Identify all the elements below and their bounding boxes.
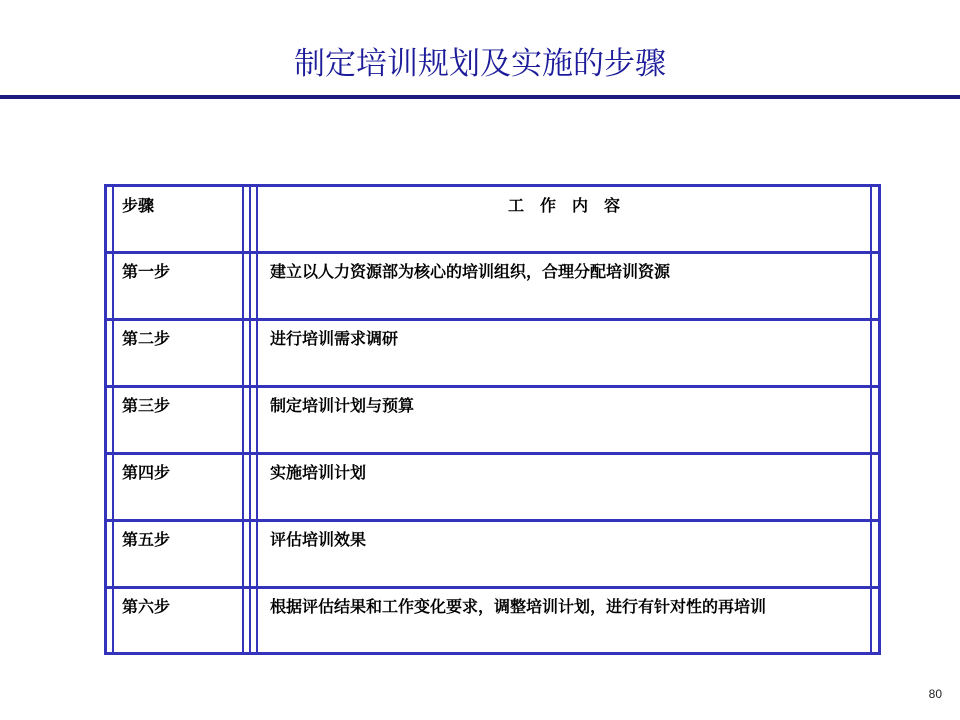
step-content: 根据评估结果和工作变化要求，调整培训计划，进行有针对性的再培训: [270, 597, 767, 616]
table-border: [104, 452, 881, 455]
title-divider: [0, 95, 960, 99]
table-border: [242, 184, 244, 655]
step-label: 第三步: [122, 396, 171, 415]
table-border: [112, 184, 114, 655]
step-label: 第一步: [122, 262, 171, 281]
step-content: 评估培训效果: [270, 530, 367, 549]
page-title: 制定培训规划及实施的步骤: [294, 46, 666, 82]
table-border: [104, 652, 881, 655]
table-border: [104, 184, 881, 187]
table-border: [104, 519, 881, 522]
table-border: [870, 184, 872, 655]
table-border: [104, 318, 881, 321]
step-content: 建立以人力资源部为核心的培训组织，合理分配培训资源: [270, 262, 671, 281]
step-content: 制定培训计划与预算: [270, 396, 415, 415]
header-step: 步骤: [122, 196, 155, 215]
step-label: 第六步: [122, 597, 171, 616]
step-label: 第二步: [122, 329, 171, 348]
table-border: [104, 385, 881, 388]
table-border: [104, 586, 881, 589]
table-border: [104, 184, 107, 655]
table-border: [256, 184, 258, 655]
page-number: 80: [928, 687, 942, 701]
step-content: 实施培训计划: [270, 463, 367, 482]
header-content: 工 作 内 容: [507, 196, 620, 215]
table-border: [878, 184, 881, 655]
step-label: 第五步: [122, 530, 171, 549]
table-border: [104, 251, 881, 254]
step-content: 进行培训需求调研: [270, 329, 399, 348]
table-border: [249, 184, 251, 655]
step-label: 第四步: [122, 463, 171, 482]
